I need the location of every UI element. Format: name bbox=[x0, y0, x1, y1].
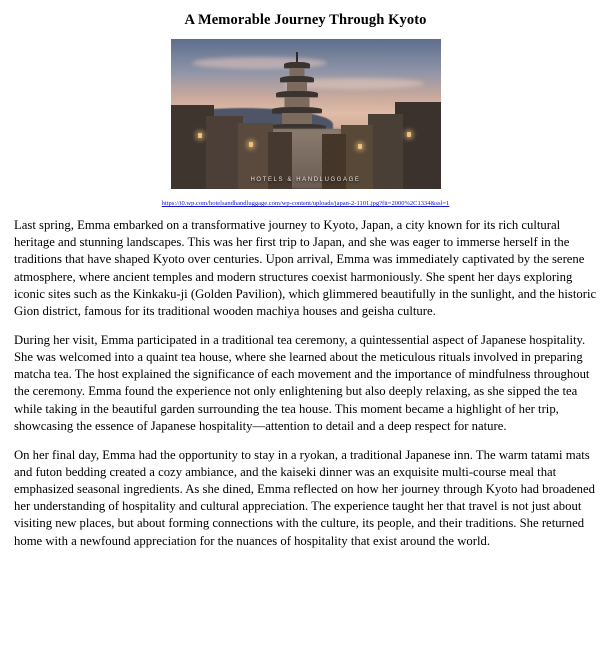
body-paragraph: Last spring, Emma embarked on a transformative journey to Kyoto, Japan, a city known for its rich cultural heritage and stunning landscapes. This was her first trip to Japan, and she was eager to immerse herself in the traditions that have shaped Kyoto over centuries. Upon arrival, Emma was immediately captivated by the serene atmosphere, where ancient temples and modern structures coexist harmoniously. She spent her days exploring iconic sites such as the Kinkaku-ji (Golden Pavilion), which glimmered beautifully in the sunlight, and the historic Gion district, famous for its traditional wooden machiya houses and geisha culture. bbox=[14, 218, 597, 318]
body-paragraph: On her final day, Emma had the opportunity to stay in a ryokan, a traditional Japanese inn. The warm tatami mats and futon bedding created a cozy ambiance, and the kaiseki dinner was an exquisite multi-course meal that emphasized seasonal ingredients. As she dined, Emma reflected on how her journey through Kyoto had broadened her understanding of hospitality and cultural appreciation. The experience taught her that travel is not just about visiting new places, but about forming connections with the culture, its people, and their traditions. She returned home with a newfound appreciation for the nuances of hospitality that exist around the world. bbox=[14, 447, 595, 548]
kyoto-street-pagoda-photo bbox=[171, 39, 441, 189]
lantern-icon bbox=[407, 132, 411, 137]
image-source-link[interactable]: https://i0.wp.com/hotelsandhandluggage.com/wp-content/uploads/japan-2-1101.jpg?fit=2000%2C1334&ssl=1 bbox=[161, 200, 450, 207]
lantern-icon bbox=[249, 142, 253, 147]
pagoda-tier bbox=[285, 97, 310, 107]
image-watermark-caption: HOTELS & HANDLUGGAGE bbox=[250, 177, 361, 183]
lantern-icon bbox=[198, 133, 202, 138]
body-paragraph: During her visit, Emma participated in a traditional tea ceremony, a quintessential aspect of Japanese hospitality. She was welcomed into a quaint tea house, where she learned about the meticulous rituals involved in preparing matcha tea. The host explained the significance of each movement and the importance of mindfulness throughout the ceremony. Emma found the experience not only enlightening but also deeply relaxing, as she sipped the tea while taking in the beautiful garden surrounding the tea house. This moment became a highlight of her trip, showcasing the essence of Japanese hospitality—attention to detail and a deep respect for nature. bbox=[14, 332, 590, 433]
pagoda-tier bbox=[290, 68, 305, 76]
pagoda-illustration bbox=[267, 60, 327, 138]
page-title: A Memorable Journey Through Kyoto bbox=[184, 12, 427, 28]
lantern-icon bbox=[358, 144, 362, 149]
pagoda-tier bbox=[282, 113, 312, 124]
figure-block bbox=[14, 39, 597, 194]
pagoda-tier bbox=[287, 82, 307, 91]
